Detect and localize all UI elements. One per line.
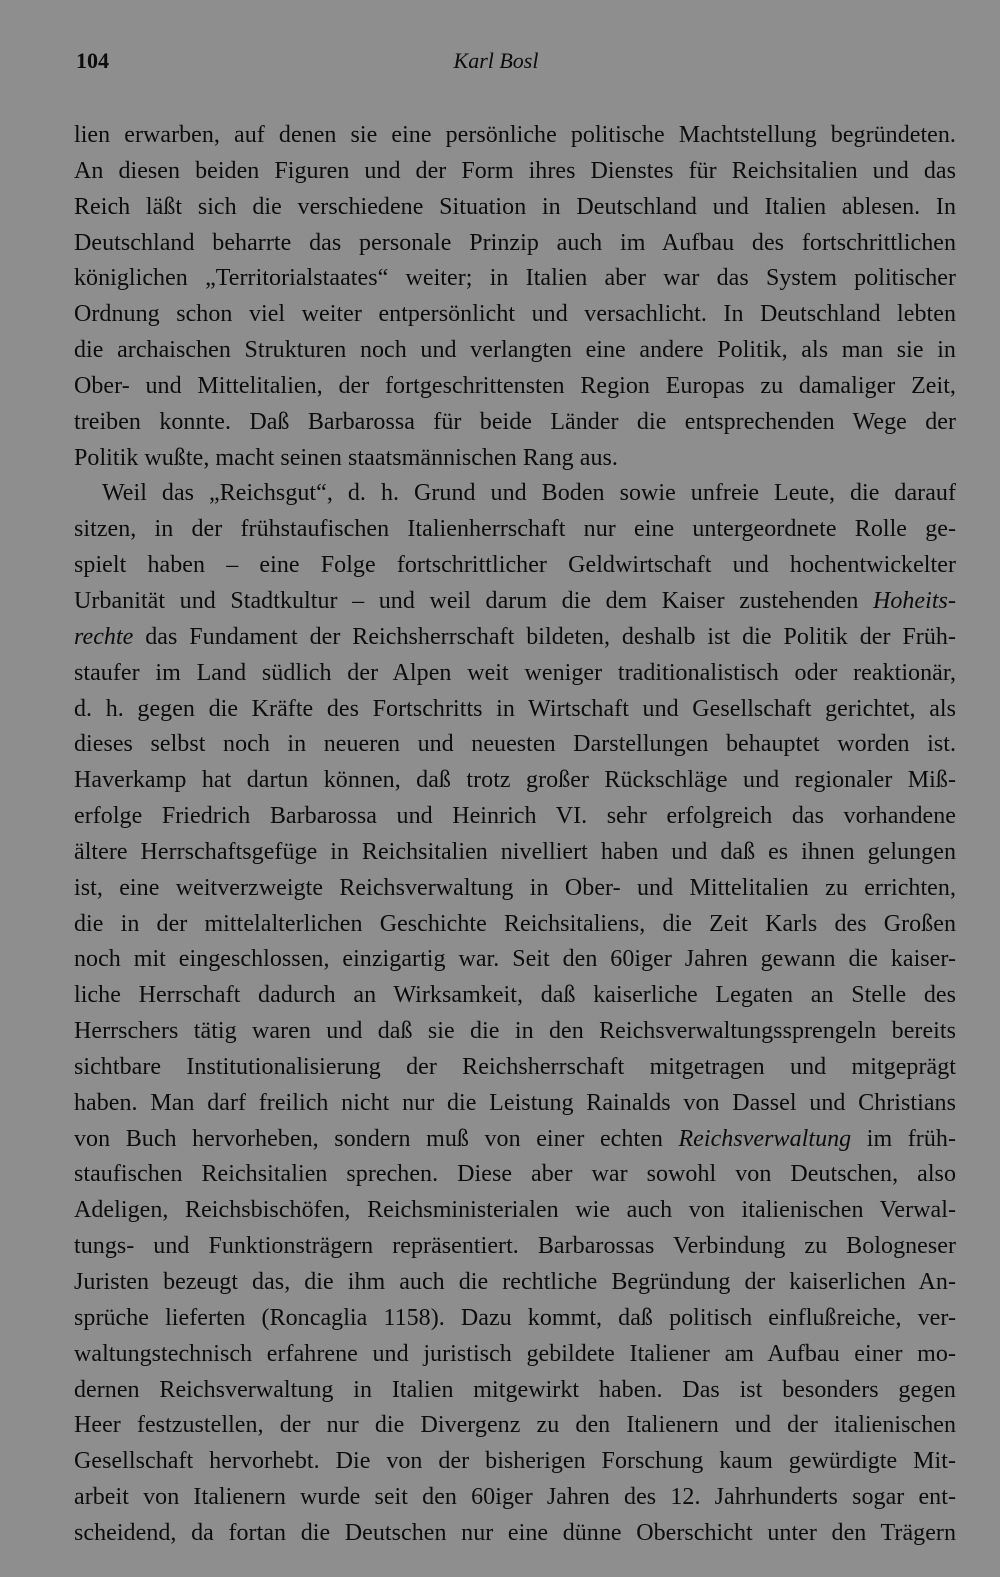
body-text — [74, 118, 956, 1552]
text-line: d. h. gegen die Kräfte des Fortschritts in Wirtschaft und Gesellschaft gerichtet, als — [74, 695, 956, 722]
text-line: Ober- und Mittelitalien, der fortgeschrittensten Region Europas zu damaliger Zeit, — [74, 372, 956, 399]
text-line: spielt haben – eine Folge fortschrittlicher Geldwirtschaft und hochentwickelter — [74, 552, 956, 579]
text-line: Haverkamp hat dartun können, daß trotz großer Rückschläge und regionaler Miß- — [74, 767, 956, 794]
text-line: arbeit von Italienern wurde seit den 60iger Jahren des 12. Jahrhunderts sogar ent- — [74, 1484, 956, 1511]
text-line: tungs- und Funktionsträgern repräsentiert. Barbarossas Verbindung zu Bologneser — [74, 1233, 956, 1260]
text-line: Deutschland beharrte das personale Prinzip auch im Aufbau des fortschrittlichen — [74, 229, 956, 256]
text-line: sitzen, in der frühstaufischen Italienherrschaft nur eine untergeordnete Rolle ge- — [74, 516, 956, 543]
text-line: ältere Herrschaftsgefüge in Reichsitalien nivelliert haben und daß es ihnen gelungen — [74, 838, 956, 865]
text-line: Juristen bezeugt das, die ihm auch die rechtliche Begründung der kaiserlichen An- — [74, 1269, 956, 1295]
text-line: haben. Man darf freilich nicht nur die Leistung Rainalds von Dassel und Christians — [74, 1089, 956, 1116]
text-line: erfolge Friedrich Barbarossa und Heinrich VI. sehr erfolgreich das vorhandene — [74, 803, 956, 830]
text-line: Reich läßt sich die verschiedene Situation in Deutschland und Italien ablesen. In — [74, 193, 956, 220]
text-line: Ordnung schon viel weiter entpersönlicht und versachlicht. In Deutschland lebten — [74, 301, 956, 328]
text-line: treiben konnte. Daß Barbarossa für beide Länder die entsprechenden Wege der — [74, 408, 956, 435]
text-line: An diesen beiden Figuren und der Form ihres Dienstes für Reichsitalien und das — [74, 157, 956, 184]
text-line: staufischen Reichsitalien sprechen. Diese aber war sowohl von Deutschen, also — [74, 1161, 956, 1188]
text-line: Politik wußte, macht seinen staatsmännischen Rang aus. — [74, 444, 618, 471]
text-line: staufer im Land südlich der Alpen weit weniger traditionalistisch oder reaktionär, — [74, 659, 956, 686]
text-line: Herrschers tätig waren und daß sie die in den Reichsverwaltungssprengeln bereits — [74, 1018, 956, 1045]
text-line: noch mit eingeschlossen, einzigartig war. Seit den 60iger Jahren gewann die kaiser- — [74, 946, 956, 973]
text-line: Urbanität und Stadtkultur – und weil darum die dem Kaiser zustehenden Hoheits- — [74, 587, 956, 614]
text-line: die archaischen Strukturen noch und verlangten eine andere Politik, als man sie in — [74, 337, 956, 364]
text-line: dieses selbst noch in neueren und neuesten Darstellungen behauptet worden ist. — [74, 731, 956, 758]
text-line: rechte das Fundament der Reichsherrschaft bildeten, deshalb ist die Politik der Früh- — [74, 623, 956, 650]
text-line: ist, eine weitverzweigte Reichsverwaltung in Ober- und Mittelitalien zu errichten, — [74, 874, 956, 901]
text-line: die in der mittelalterlichen Geschichte Reichsitaliens, die Zeit Karls des Großen — [74, 910, 956, 937]
text-line: lien erwarben, auf denen sie eine persönliche politische Machtstellung begründeten. — [74, 122, 956, 148]
text-line: liche Herrschaft dadurch an Wirksamkeit, daß kaiserliche Legaten an Stelle des — [74, 982, 956, 1009]
text-line: dernen Reichsverwaltung in Italien mitgewirkt haben. Das ist besonders gegen — [74, 1376, 956, 1403]
text-line: sichtbare Institutionalisierung der Reichsherrschaft mitgetragen und mitgeprägt — [74, 1053, 956, 1080]
text-line: Heer festzustellen, der nur die Divergenz zu den Italienern und der italienischen — [74, 1412, 956, 1439]
text-line: Adeligen, Reichsbischöfen, Reichsministerialen wie auch von italienischen Verwal- — [74, 1197, 956, 1224]
text-line: königlichen „Territorialstaates“ weiter; in Italien aber war das System politischer — [74, 265, 956, 292]
page-number: 104 — [76, 48, 109, 73]
text-line: von Buch hervorheben, sondern muß von einer echten Reichsverwaltung im früh- — [74, 1125, 956, 1152]
text-line: Weil das „Reichsgut“, d. h. Grund und Boden sowie unfreie Leute, die darauf — [102, 480, 956, 507]
text-line: waltungstechnisch erfahrene und juristisch gebildete Italiener am Aufbau einer mo- — [74, 1340, 956, 1367]
page-header — [76, 48, 956, 84]
running-head-author: Karl Bosl — [453, 48, 539, 73]
text-line: Gesellschaft hervorhebt. Die von der bisherigen Forschung kaum gewürdigte Mit- — [74, 1448, 956, 1475]
text-line: scheidend, da fortan die Deutschen nur eine dünne Oberschicht unter den Trägern — [74, 1519, 956, 1546]
text-line: sprüche lieferten (Roncaglia 1158). Dazu kommt, daß politisch einflußreiche, ver- — [74, 1304, 956, 1331]
